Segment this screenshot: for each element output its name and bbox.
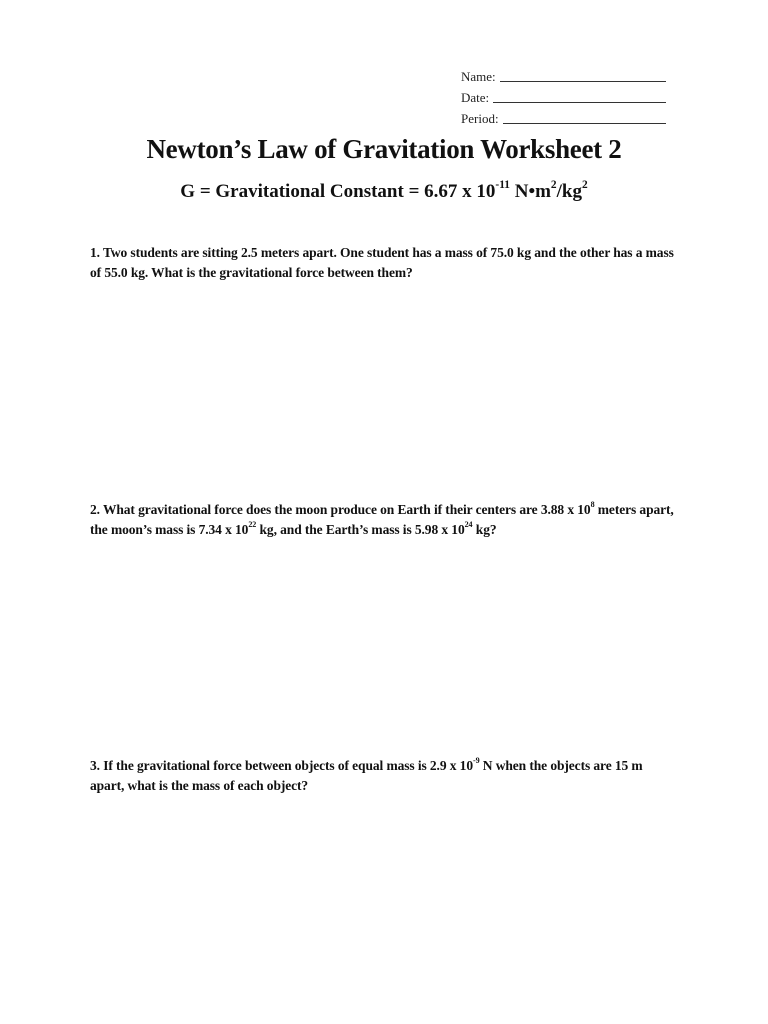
date-label: Date:	[461, 90, 490, 105]
question-2-text-3: kg, and the Earth’s mass is 5.98 x 10	[256, 522, 465, 537]
question-1-text: 1. Two students are sitting 2.5 meters apart. One student has a mass of 75.0 kg and the other has a mass of 55.0 kg. What is the gravitational force between them?	[90, 245, 674, 280]
question-3-text-1: 3. If the gravitational force between objects of equal mass is 2.9 x 10	[90, 758, 473, 773]
question-2-exp-1: 8	[590, 500, 595, 510]
period-label: Period:	[461, 111, 499, 126]
question-2-exp-3: 24	[464, 520, 473, 530]
question-1	[90, 243, 680, 283]
period-line[interactable]	[503, 123, 666, 124]
question-3-text-2: N when the objects are 15 m apart, what is the mass of each object?	[90, 758, 643, 793]
question-2-text-4: kg?	[472, 522, 497, 537]
constant-unit-b: /kg	[556, 181, 582, 202]
constant-unit-exponent-2: 2	[581, 178, 588, 191]
constant-exponent: -11	[495, 178, 510, 191]
question-2	[90, 500, 680, 540]
gravitational-constant	[0, 178, 768, 203]
question-3	[90, 756, 680, 796]
question-2-text-2: meters apart, the moon’s mass is 7.34 x 10	[90, 502, 674, 537]
header-fields	[461, 64, 666, 127]
constant-prefix: G = Gravitational Constant = 6.67 x 10	[180, 181, 496, 202]
date-field[interactable]	[461, 85, 666, 106]
name-field[interactable]	[461, 64, 666, 85]
name-line[interactable]	[500, 81, 666, 82]
page-title: Newton’s Law of Gravitation Worksheet 2	[146, 134, 622, 164]
question-3-exp-1: -9	[472, 756, 480, 766]
question-2-text-1: 2. What gravitational force does the moon produce on Earth if their centers are 3.88 x 10	[90, 502, 591, 517]
constant-unit-a: N•m	[509, 181, 551, 202]
name-label: Name:	[461, 69, 496, 84]
question-2-exp-2: 22	[248, 520, 257, 530]
period-field[interactable]	[461, 106, 666, 127]
constant-unit-exponent: 2	[550, 178, 557, 191]
date-line[interactable]	[493, 102, 666, 103]
